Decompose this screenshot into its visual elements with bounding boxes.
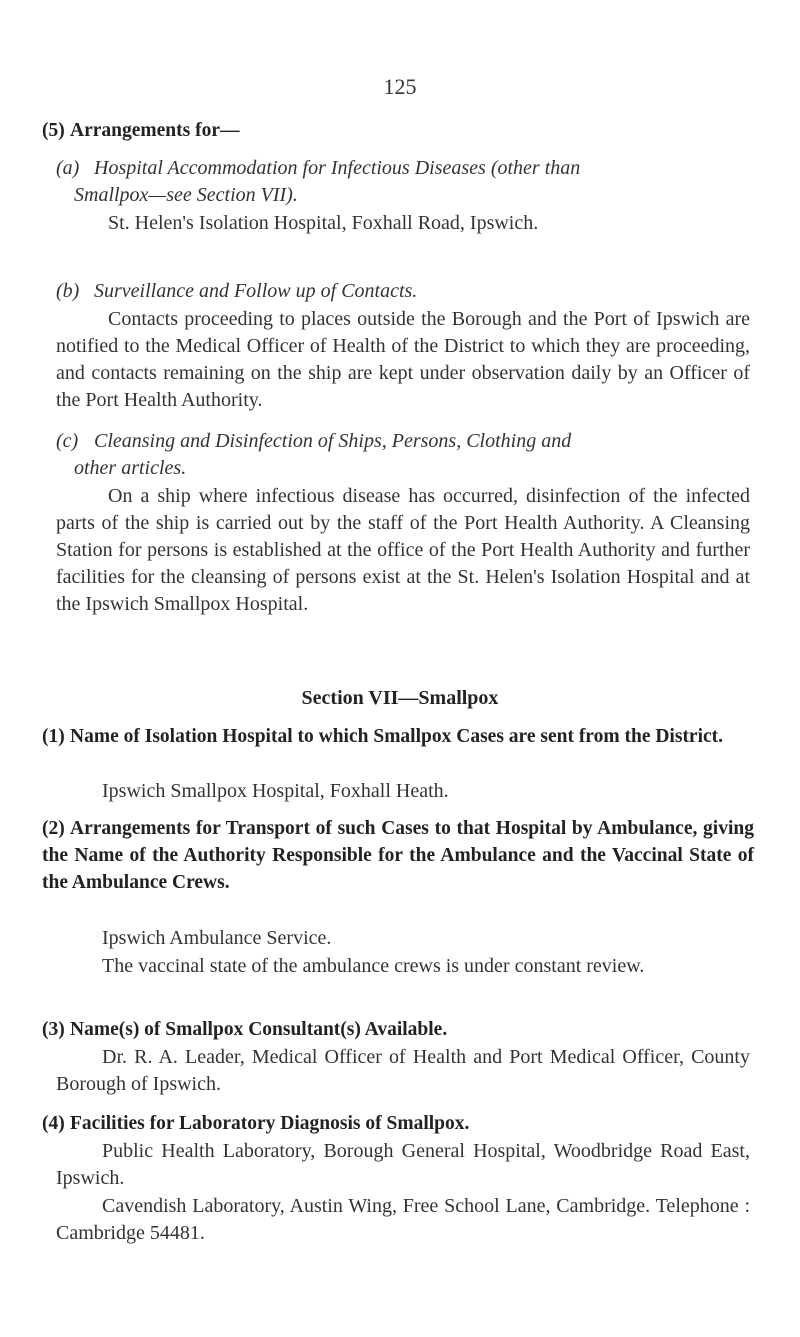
- subsection-b-letter: (b): [56, 280, 80, 302]
- item-4-para-1: Public Health Laboratory, Borough General Hospital, Woodbridge Road East, Ipswich.: [56, 1140, 750, 1189]
- section-5-title: Arrangements for—: [70, 120, 240, 141]
- item-4-heading-text: Facilities for Laboratory Diagnosis of Smallpox.: [70, 1113, 470, 1134]
- section-7-item-4-heading: [42, 1110, 754, 1137]
- subsection-b-title-text: Surveillance and Follow up of Contacts.: [94, 280, 418, 302]
- item-3-heading-text: Name(s) of Smallpox Consultant(s) Available.: [70, 1019, 448, 1040]
- section-7-item-2-heading: [42, 815, 754, 896]
- subsection-b-title: [56, 278, 746, 305]
- item-2-para-1: Ipswich Ambulance Service.: [102, 927, 332, 949]
- subsection-c-title-line2: other articles.: [74, 457, 187, 479]
- item-1-number: (1): [42, 726, 65, 747]
- section-7-title: Section VII—Smallpox: [301, 687, 499, 709]
- item-2-para-2: The vaccinal state of the ambulance crews is under constant review.: [102, 955, 645, 977]
- subsection-b-body: Contacts proceeding to places outside the Borough and the Port of Ipswich are notified to the Medical Officer of Health of the District to which they are proceeding, and contacts remaining on the ship are kept under observation daily by an Officer of the Port Health Authority.: [56, 308, 750, 411]
- subsection-a-title: [56, 155, 746, 209]
- item-2-number: (2): [42, 818, 65, 839]
- item-4-para-2: Cavendish Laboratory, Austin Wing, Free School Lane, Cambridge. Telephone : Cambridge 54481.: [56, 1195, 750, 1244]
- item-1-heading-text: Name of Isolation Hospital to which Smallpox Cases are sent from the District.: [70, 726, 724, 747]
- section-5-number: (5): [42, 120, 65, 141]
- subsection-c-body: On a ship where infectious disease has occurred, disinfection of the infected parts of the ship is carried out by the staff of the Port Health Authority. A Cleansing Station for persons is established at the office of the Port Health Authority and further facilities for the cleansing of persons exist at the St. Helen's Isolation Hospital and at the Ipswich Smallpox Hospital.: [56, 485, 750, 615]
- subsection-a-body: St. Helen's Isolation Hospital, Foxhall Road, Ipswich.: [108, 212, 539, 234]
- section-7-item-3-heading: [42, 1016, 754, 1043]
- subsection-c-title: [56, 428, 746, 482]
- item-3-number: (3): [42, 1019, 65, 1040]
- subsection-c-title-line1: Cleansing and Disinfection of Ships, Persons, Clothing and: [94, 430, 572, 452]
- section-7-item-1-heading: [42, 723, 754, 750]
- item-4-number: (4): [42, 1113, 65, 1134]
- subsection-a-letter: (a): [56, 157, 80, 179]
- item-1-para-1: Ipswich Smallpox Hospital, Foxhall Heath.: [102, 780, 449, 802]
- subsection-a-title-line1: Hospital Accommodation for Infectious Diseases (other than: [94, 157, 581, 179]
- section-5-heading: [42, 117, 762, 144]
- item-3-para-1: Dr. R. A. Leader, Medical Officer of Health and Port Medical Officer, County Borough of Ipswich.: [56, 1046, 750, 1095]
- page-number: 125: [383, 74, 417, 99]
- subsection-a-title-line2: Smallpox—see Section VII).: [74, 184, 298, 206]
- item-2-heading-text: Arrangements for Transport of such Cases to that Hospital by Ambulance, giving the Name of the Authority Responsible for the Ambulance and the Vaccinal State of the Ambulance Crews.: [42, 818, 754, 893]
- subsection-c-letter: (c): [56, 430, 79, 452]
